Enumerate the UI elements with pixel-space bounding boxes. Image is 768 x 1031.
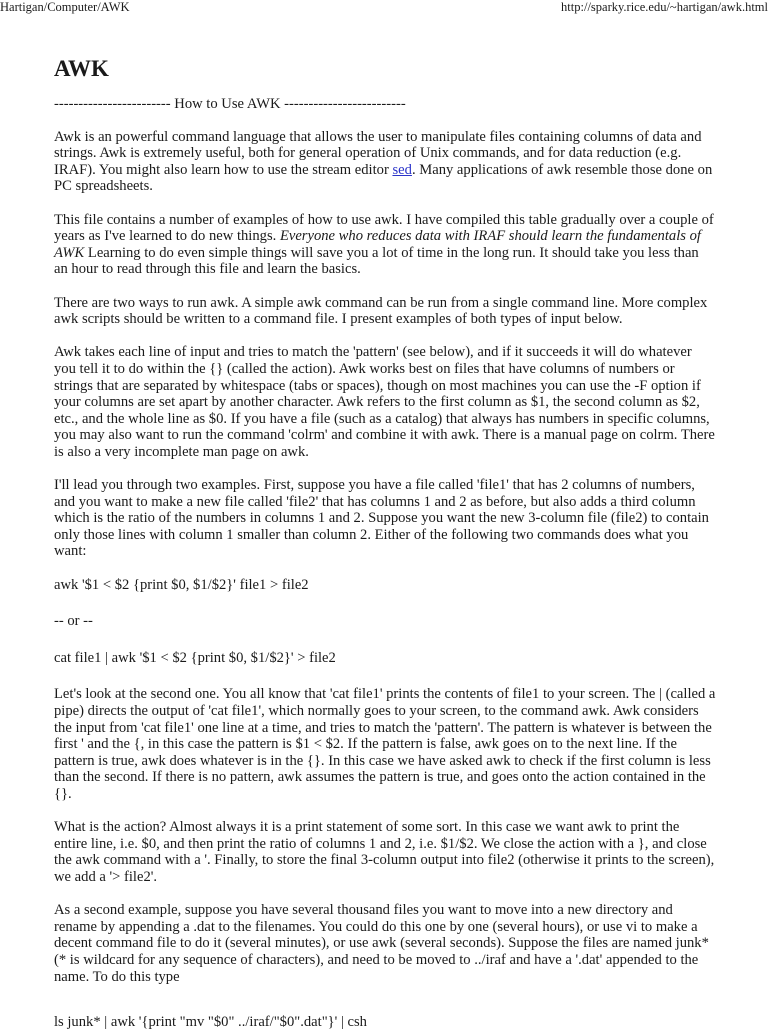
intro-text: Awk is an powerful command language that allows the user to manipulate files containing columns of data and strings. Awk is extremely useful, both for general operation of Unix commands, and for data reduction (e.g. IRAF). You might also learn how to use the stream editor	[54, 128, 702, 178]
paragraph-second-example: As a second example, suppose you have several thousand files you want to move into a new directory and rename by appending a .dat to the filenames. You could do this one by one (several hours), or use vi to make a decent command file to do it (several minutes), or use awk (several seconds). Suppose the files are named junk* (* is wildcard for any sequence of characters), and need to be moved to ../iraf and have a '.dat' appended to the name. To do this type	[54, 902, 709, 985]
header-url: http://sparky.rice.edu/~hartigan/awk.html	[561, 0, 768, 14]
iraf-emphasis: Everyone who reduces data with IRAF should learn the fundamentals of AWK	[54, 228, 701, 261]
paragraph-patterns: Awk takes each line of input and tries to match the 'pattern' (see below), and if it succeeds it will do whatever you tell it to do within the {} (called the action). Awk works best on files that have columns of numbers or strings that are separated by whitespace (tabs or spaces), though on most machines you can use the -F option if your columns are set apart by another character. Awk refers to the first column as $1, the second column as $2, etc., and the whole line as $0. If you have a file (such as a catalog) that always has numbers in specific columns, you may also want to run the command 'colrm' and combine it with awk. There is a manual page on colrm. There is also a very incomplete man page on awk.	[54, 344, 715, 460]
print-header	[0, 0, 768, 16]
command-example-2: cat file1 | awk '$1 < $2 {print $0, $1/$2}' > file2	[54, 649, 336, 666]
paragraph-action-explanation: What is the action? Almost always it is a print statement of some sort. In this case we want awk to print the entire line, i.e. $0, and then print the ratio of columns 1 and 2, i.e. $1/$2. We close the action with a }, and close the awk command with a '. Finally, to store the final 3-column output into file2 (otherwise it prints to the screen), we add a '> file2'.	[54, 819, 715, 885]
section-divider: ------------------------ How to Use AWK -------------------------	[54, 96, 406, 112]
document-body	[54, 56, 716, 1002]
header-breadcrumb: Hartigan/Computer/AWK	[0, 0, 130, 14]
intro-text-end: . Many applications of awk resemble those done on PC spreadsheets.	[54, 161, 713, 195]
paragraph-intro	[54, 129, 716, 195]
paragraph-pipe-explanation: Let's look at the second one. You all know that 'cat file1' prints the contents of file1 to your screen. The | (called a pipe) directs the output of 'cat file1', which normally goes to your screen, to the command awk. Awk considers the input from 'cat file1' one line at a time, and tries to match the 'pattern'. The pattern is whatever is between the first ' and the {, in this case the pattern is $1 < $2. If the pattern is false, awk goes on to the next line. If the pattern is true, awk does whatever is in the {}. In this case we have asked awk to check if the first column is less than the second. If there is no pattern, awk assumes the pattern is true, and goes onto the action contained in the {}.	[54, 686, 716, 802]
paragraph-first-example: I'll lead you through two examples. First, suppose you have a file called 'file1' that has 2 columns of numbers, and you want to make a new file called 'file2' that has columns 1 and 2 as before, but also adds a third column which is the ratio of the numbers in columns 1 and 2. Suppose you want the new 3-column file (file2) to contain only those lines with column 1 smaller than column 2. Either of the following two commands does what you want:	[54, 477, 709, 560]
sed-link[interactable]: sed	[392, 161, 412, 178]
or-separator: -- or --	[54, 613, 93, 630]
page-title: AWK	[54, 56, 109, 81]
examples-text-end: Learning to do even simple things will save you a lot of time in the long run. It should take you less than an hour to read through this file and learn the basics.	[54, 244, 699, 278]
command-example-1: awk '$1 < $2 {print $0, $1/$2}' file1 > file2	[54, 576, 309, 593]
command-example-3: ls junk* | awk '{print "mv "$0" ../iraf/"$0".dat"}' | csh	[54, 1014, 367, 1030]
paragraph-examples	[54, 212, 716, 278]
examples-text: This file contains a number of examples of how to use awk. I have compiled this table gradually over a couple of years as I've learned to do new things.	[54, 211, 714, 245]
paragraph-two-ways: There are two ways to run awk. A simple awk command can be run from a single command line. More complex awk scripts should be written to a command file. I present examples of both types of input below.	[54, 294, 708, 328]
